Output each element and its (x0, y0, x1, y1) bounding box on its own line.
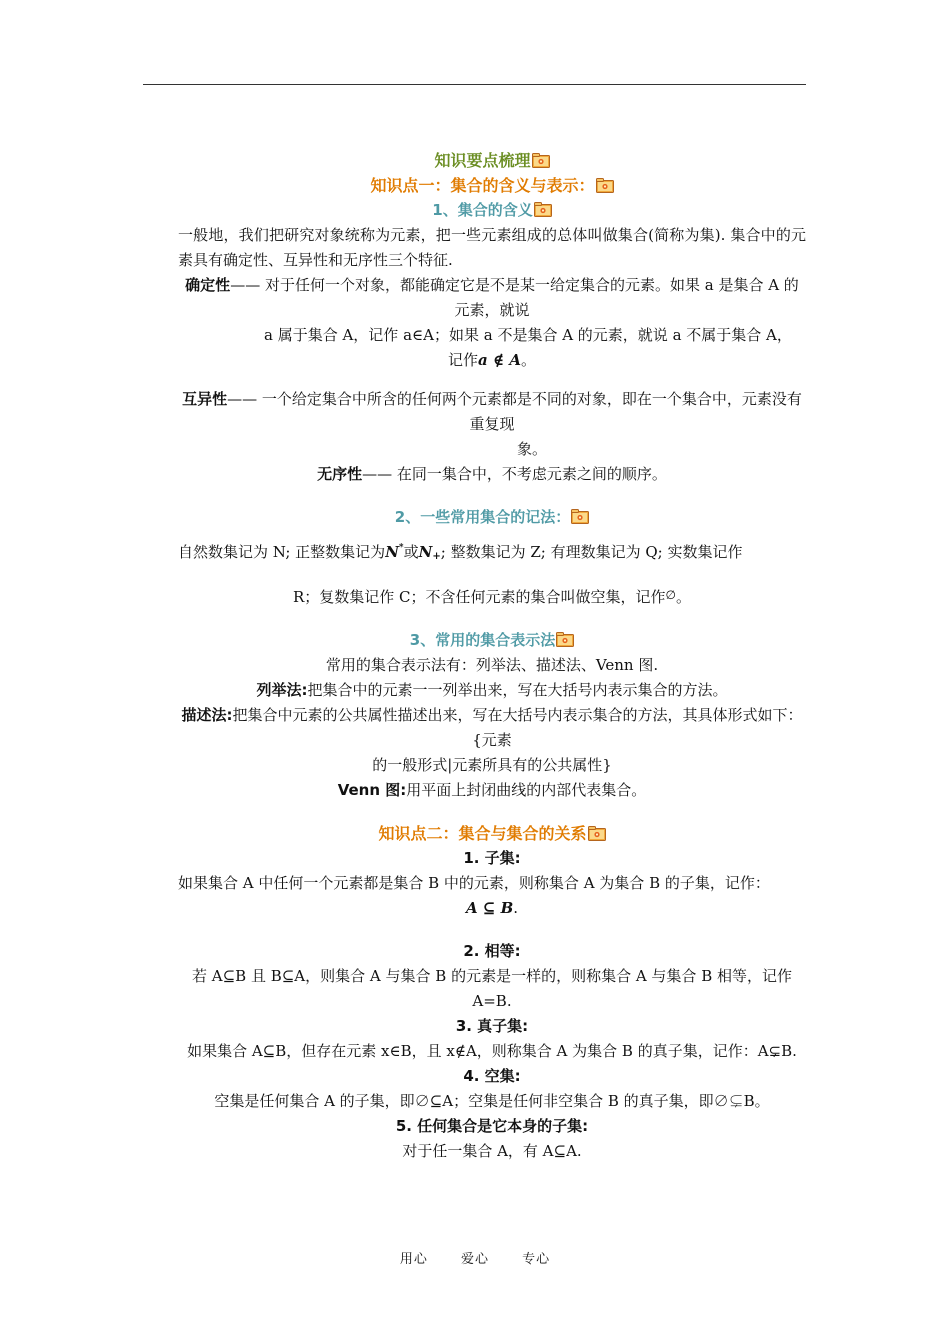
kp1-s2-title: 2、一些常用集合的记法： (178, 505, 806, 530)
kp1-s3-title: 3、常用的集合表示法 (178, 628, 806, 653)
self-subset-text: 对于任一集合 A，有 A⊆A. (402, 1142, 582, 1160)
equal-title: 2. 相等: (463, 942, 521, 960)
main-heading: 知识要点梳理 (178, 148, 806, 173)
footer-item: 专心 (522, 1252, 551, 1267)
folder-icon (571, 509, 589, 524)
footer-item: 用心 (399, 1252, 428, 1267)
equal-text: 若 A⊆B 且 B⊆A，则集合 A 与集合 B 的元素是一样的，则称集合 A 与集合 B 相等，记作 A=B. (191, 967, 792, 1010)
distinct-term: 互异性 (182, 390, 228, 408)
kp2-title: 知识点二：集合与集合的关系 (178, 821, 806, 846)
kp1-title: 知识点一：集合的含义与表示： (178, 173, 806, 198)
folder-icon (596, 178, 614, 193)
distinct-para: 互异性—— 一个给定集合中所含的任何两个元素都是不同的对象，即在一个集合中，元素没有重复现 (182, 390, 802, 433)
determinacy-term: 确定性 (185, 276, 231, 294)
determinacy-line2: a 属于集合 A，记作 a∈A；如果 a 不是集合 A 的元素，就说 a 不属于集合 A， (264, 326, 792, 344)
subset-formula-line: A ⊆ B. (465, 899, 519, 917)
proper-subset-title: 3. 真子集: (455, 1017, 529, 1035)
page-footer (0, 1248, 950, 1267)
representation-intro: 常用的集合表示法有：列举法、描述法、Venn 图. (325, 656, 659, 674)
document-body (178, 148, 806, 1164)
determinacy-para: 确定性—— 对于任何一个对象，都能确定它是不是某一给定集合的元素。如果 a 是集合 A 的元素，就说 (185, 276, 799, 319)
distinct-line2: 象。 (516, 440, 547, 458)
folder-icon (534, 202, 552, 217)
determinacy-line3: 记作a ∉ A。 (448, 351, 536, 369)
empty-set-symbol: ∅ (665, 588, 676, 602)
proper-subset-text: 如果集合 A⊆B，但存在元素 x∈B，且 x∉A，则称集合 A 为集合 B 的真子集，记作：A⊊B. (187, 1042, 797, 1060)
header-rule (143, 84, 806, 85)
venn-para: Venn 图:用平面上封闭曲线的内部代表集合。 (337, 781, 647, 799)
subset-formula: A ⊆ B (465, 899, 514, 917)
folder-icon (532, 153, 550, 168)
subset-title: 1. 子集: (463, 849, 521, 867)
folder-icon (588, 826, 606, 841)
notation-line1: 自然数集记为 N; 正整数集记为N*或N+; 整数集记为 Z; 有理数集记为 Q; 实数集记作 (178, 543, 743, 562)
unordered-para: 无序性—— 在同一集合中，不考虑元素之间的顺序。 (317, 465, 667, 483)
kp1-s1-title: 1、集合的含义 (178, 198, 806, 223)
n-star-symbol: N* (385, 543, 404, 561)
subset-text: 如果集合 A 中任何一个元素都是集合 B 中的元素，则称集合 A 为集合 B 的子集，记作： (178, 874, 770, 892)
description-term: 描述法: (181, 706, 233, 724)
empty-set-title: 4. 空集: (463, 1067, 521, 1085)
kp1-s1-intro: 一般地，我们把研究对象统称为元素，把一些元素组成的总体叫做集合(简称为集). 集合中的元素具有确定性、互异性和无序性三个特征. (178, 226, 806, 269)
footer-item: 爱心 (460, 1252, 489, 1267)
venn-term: Venn 图: (337, 781, 407, 799)
folder-icon (556, 632, 574, 647)
description-para: 描述法:把集合中元素的公共属性描述出来，写在大括号内表示集合的方法，其具体形式如下：{元素 (181, 706, 803, 749)
not-element-formula: a ∉ A (478, 351, 521, 369)
enumeration-term: 列举法: (256, 681, 308, 699)
empty-set-text: 空集是任何集合 A 的子集，即∅⊆A；空集是任何非空集合 B 的真子集，即∅⊊B。 (214, 1092, 770, 1110)
n-plus-symbol: N+ (418, 543, 441, 562)
unordered-term: 无序性 (317, 465, 363, 483)
description-line2: 的一般形式|元素所具有的公共属性} (372, 756, 612, 774)
notation-line2: R；复数集记作 C；不含任何元素的集合叫做空集，记作∅。 (292, 588, 691, 606)
self-subset-title: 5. 任何集合是它本身的子集: (395, 1117, 589, 1135)
enumeration-para: 列举法:把集合中的元素一一列举出来，写在大括号内表示集合的方法。 (256, 681, 728, 699)
